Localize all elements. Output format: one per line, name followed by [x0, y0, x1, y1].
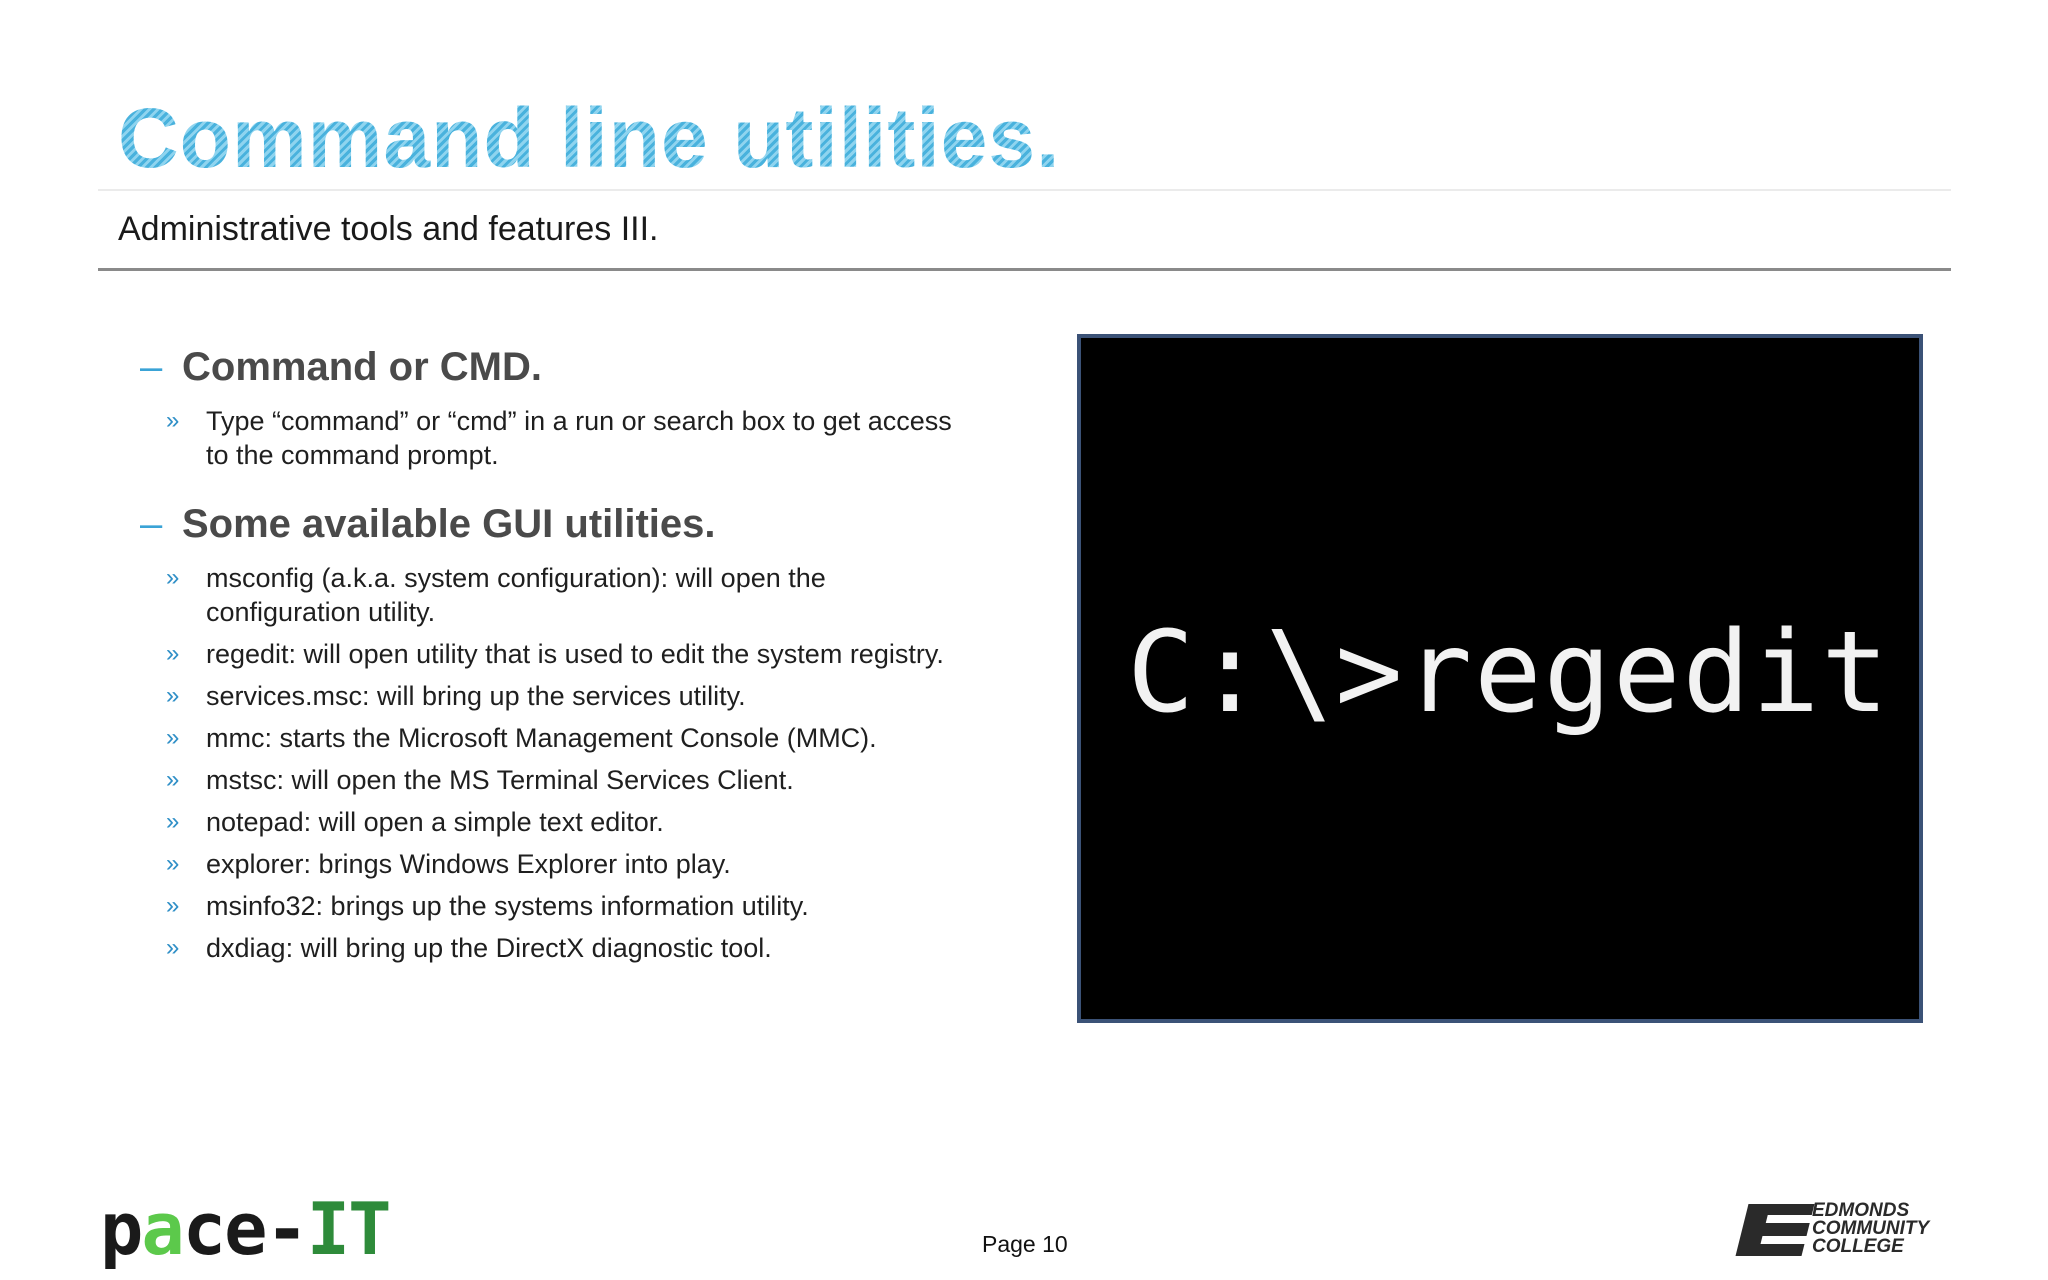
pace-logo-dash: - [265, 1187, 307, 1271]
chevron-bullet: » [166, 640, 180, 667]
college-name-line: EDMONDS [1812, 1200, 1910, 1221]
list-item [140, 561, 960, 629]
list-item-text: msconfig (a.k.a. system configuration): will open the configuration utility. [206, 563, 826, 627]
chevron-bullet: » [166, 564, 180, 591]
list-item [140, 763, 960, 797]
list-item [140, 889, 960, 923]
section-heading-text: Command or CMD. [182, 345, 542, 389]
chevron-bullet: » [166, 766, 180, 793]
bullet-list [140, 404, 960, 472]
slide-title: Command line utilities. [118, 91, 1061, 185]
chevron-bullet: » [166, 934, 180, 961]
list-item-text: mmc: starts the Microsoft Management Console (MMC). [206, 723, 877, 753]
bullet-content [140, 345, 960, 995]
chevron-bullet: » [166, 808, 180, 835]
section-heading [140, 345, 960, 390]
chevron-bullet: » [166, 724, 180, 751]
slide-subtitle: Administrative tools and features III. [118, 210, 659, 248]
list-item [140, 679, 960, 713]
college-name [1812, 1202, 1929, 1256]
section-heading-text: Some available GUI utilities. [182, 502, 716, 546]
pace-logo-ce: ce [182, 1187, 266, 1271]
list-item-text: services.msc: will bring up the services utility. [206, 681, 746, 711]
edmonds-college-logo [1742, 1202, 1952, 1260]
pace-it-logo [100, 1187, 390, 1271]
list-item-text: dxdiag: will bring up the DirectX diagnostic tool. [206, 933, 772, 963]
list-item-text: mstsc: will open the MS Terminal Services Client. [206, 765, 794, 795]
list-item [140, 637, 960, 671]
list-item [140, 805, 960, 839]
pace-logo-a: a [141, 1187, 183, 1271]
terminal-command-text: C:\>regedit [1127, 608, 1891, 738]
chevron-bullet: » [166, 407, 180, 434]
terminal-image [1077, 334, 1923, 1023]
chevron-bullet: » [166, 892, 180, 919]
bullet-list [140, 561, 960, 965]
list-item [140, 404, 960, 472]
list-item-text: explorer: brings Windows Explorer into play. [206, 849, 731, 879]
list-item-text: regedit: will open utility that is used to edit the system registry. [206, 639, 944, 669]
page-number: Page 10 [982, 1231, 1068, 1257]
college-name-line: COMMUNITY [1812, 1218, 1930, 1239]
college-name-line: COLLEGE [1812, 1236, 1904, 1257]
section-heading [140, 502, 960, 547]
list-item-text: Type “command” or “cmd” in a run or search box to get access to the command prompt. [206, 406, 952, 470]
college-e-icon [1736, 1204, 1815, 1256]
dash-bullet: – [140, 502, 163, 546]
list-item-text: msinfo32: brings up the systems information utility. [206, 891, 809, 921]
list-item [140, 721, 960, 755]
chevron-bullet: » [166, 850, 180, 877]
subtitle-divider [98, 268, 1951, 271]
section-command [140, 345, 960, 472]
pace-logo-p: p [100, 1187, 142, 1271]
pace-logo-it: IT [306, 1187, 390, 1271]
dash-bullet: – [140, 345, 163, 389]
title-divider [98, 189, 1951, 191]
chevron-bullet: » [166, 682, 180, 709]
list-item [140, 931, 960, 965]
list-item-text: notepad: will open a simple text editor. [206, 807, 664, 837]
list-item [140, 847, 960, 881]
section-gui-utilities [140, 502, 960, 965]
